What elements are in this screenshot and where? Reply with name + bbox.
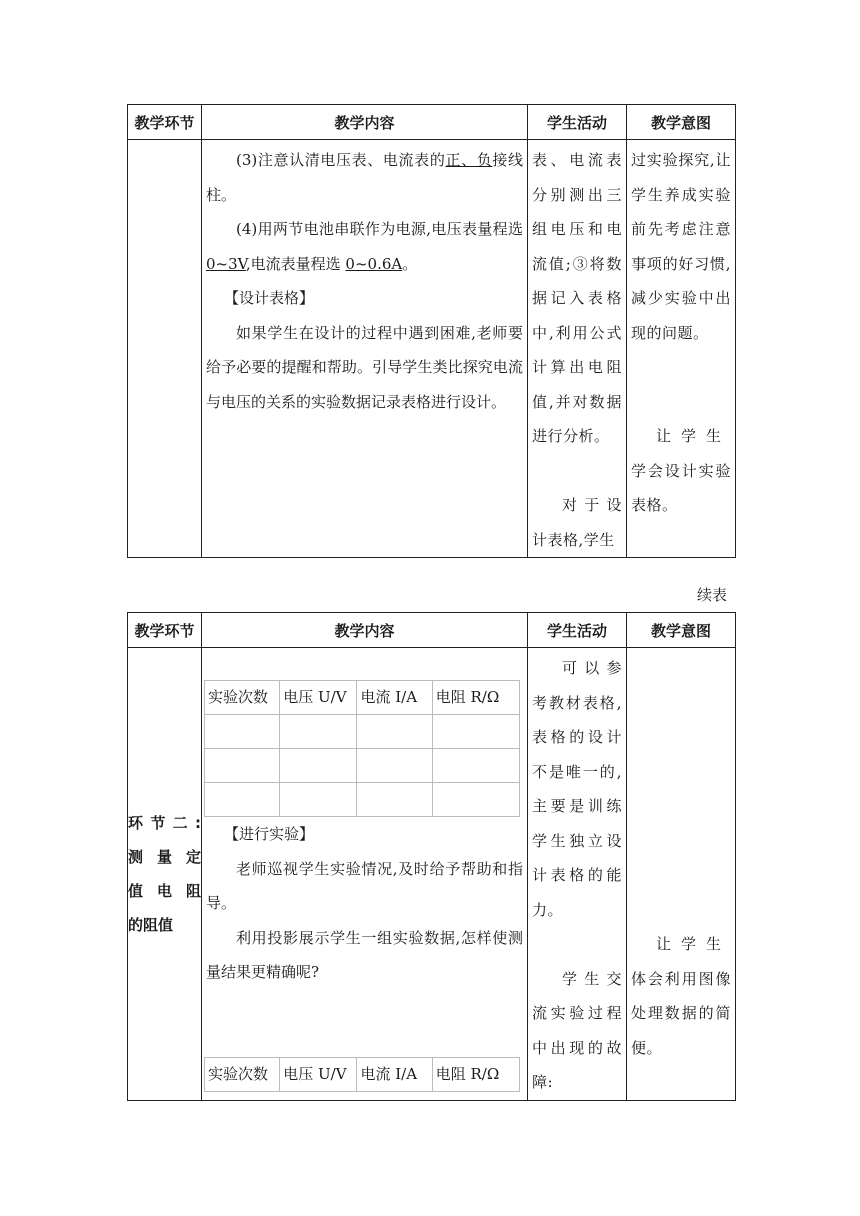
lesson-table-2 <box>127 612 736 1101</box>
activity-text-1: 表、电流表分别测出三组电压和电流值;③将数据记入表格中,利用公式计算出电阻值,并对数据进行分析。 <box>532 151 622 445</box>
experiment-paragraph-1: 老师巡视学生实验情况,及时给予帮助和指导。 <box>206 859 523 912</box>
activity-text-2: 学生交流实验过程中出现的故障: <box>532 969 622 1091</box>
content-cell <box>202 140 528 558</box>
activity-cell <box>528 140 627 558</box>
inner-header-current: 电流 I/A <box>357 1057 432 1091</box>
inner-header-trial: 实验次数 <box>205 1057 280 1091</box>
content-paragraph-3: (3)注意认清电压表、电流表的正、负接线柱。 <box>206 151 523 204</box>
content-cell <box>202 648 528 1101</box>
intent-text-2-line2: 学会设计实验表格。 <box>631 461 731 514</box>
intent-text-line1: 让学生 <box>655 935 731 953</box>
header-row <box>128 105 736 140</box>
activity-text-1: 可以参考教材表格,表格的设计不是唯一的,主要是训练学生独立设计表格的能力。 <box>532 659 622 919</box>
continued-label: 续表 <box>697 586 728 604</box>
stage-line: 环节二: <box>128 813 201 832</box>
inner-header-voltage: 电压 U/V <box>280 1057 357 1091</box>
stage-cell-empty <box>128 140 202 558</box>
inner-header-voltage: 电压 U/V <box>280 681 357 715</box>
data-record-table <box>204 680 520 817</box>
intent-cell <box>627 140 736 558</box>
intent-text-line2: 体会利用图像处理数据的简便。 <box>631 969 731 1057</box>
header-intent: 教学意图 <box>627 105 736 140</box>
header-row <box>128 613 736 648</box>
inner-header-resistance: 电阻 R/Ω <box>432 681 519 715</box>
design-table-heading: 【设计表格】 <box>224 289 315 307</box>
header-stage: 教学环节 <box>128 105 202 140</box>
lesson-table-1 <box>127 104 736 558</box>
body-row <box>128 648 736 1101</box>
intent-text-2-line1: 让学生 <box>655 427 731 445</box>
inner-header-trial: 实验次数 <box>205 681 280 715</box>
header-content: 教学内容 <box>202 613 528 648</box>
stage-cell <box>128 648 202 1101</box>
header-activity: 学生活动 <box>528 105 627 140</box>
body-row <box>128 140 736 558</box>
stage-line: 的阻值 <box>128 915 174 934</box>
inner-empty-row <box>205 749 520 783</box>
header-intent: 教学意图 <box>627 613 736 648</box>
inner-header-current: 电流 I/A <box>357 681 432 715</box>
header-content: 教学内容 <box>202 105 528 140</box>
inner-empty-row <box>205 715 520 749</box>
experiment-heading: 【进行实验】 <box>224 825 315 843</box>
activity-text-2: 对于设计表格,学生 <box>532 496 622 549</box>
intent-cell <box>627 648 736 1101</box>
header-activity: 学生活动 <box>528 613 627 648</box>
header-stage: 教学环节 <box>128 613 202 648</box>
data-record-table-2 <box>204 1057 520 1092</box>
experiment-paragraph-2: 利用投影展示学生一组实验数据,怎样使测量结果更精确呢? <box>206 928 523 981</box>
intent-text-1: 过实验探究,让学生养成实验前先考虑注意事项的好习惯,减少实验中出现的问题。 <box>631 151 731 342</box>
inner-empty-row <box>205 783 520 817</box>
content-paragraph-4: (4)用两节电池串联作为电源,电压表量程选 0~3V,电流表量程选 0~0.6A。 <box>206 220 523 273</box>
stage-line: 值电阻 <box>128 881 201 900</box>
inner-header-resistance: 电阻 R/Ω <box>432 1057 519 1091</box>
design-table-paragraph: 如果学生在设计的过程中遇到困难,老师要给予必要的提醒和帮助。引导学生类比探究电流与电压的关系的实验数据记录表格进行设计。 <box>206 323 523 411</box>
stage-line: 测量定 <box>128 847 201 866</box>
inner-header-row <box>205 1057 520 1091</box>
inner-header-row <box>205 681 520 715</box>
activity-cell <box>528 648 627 1101</box>
